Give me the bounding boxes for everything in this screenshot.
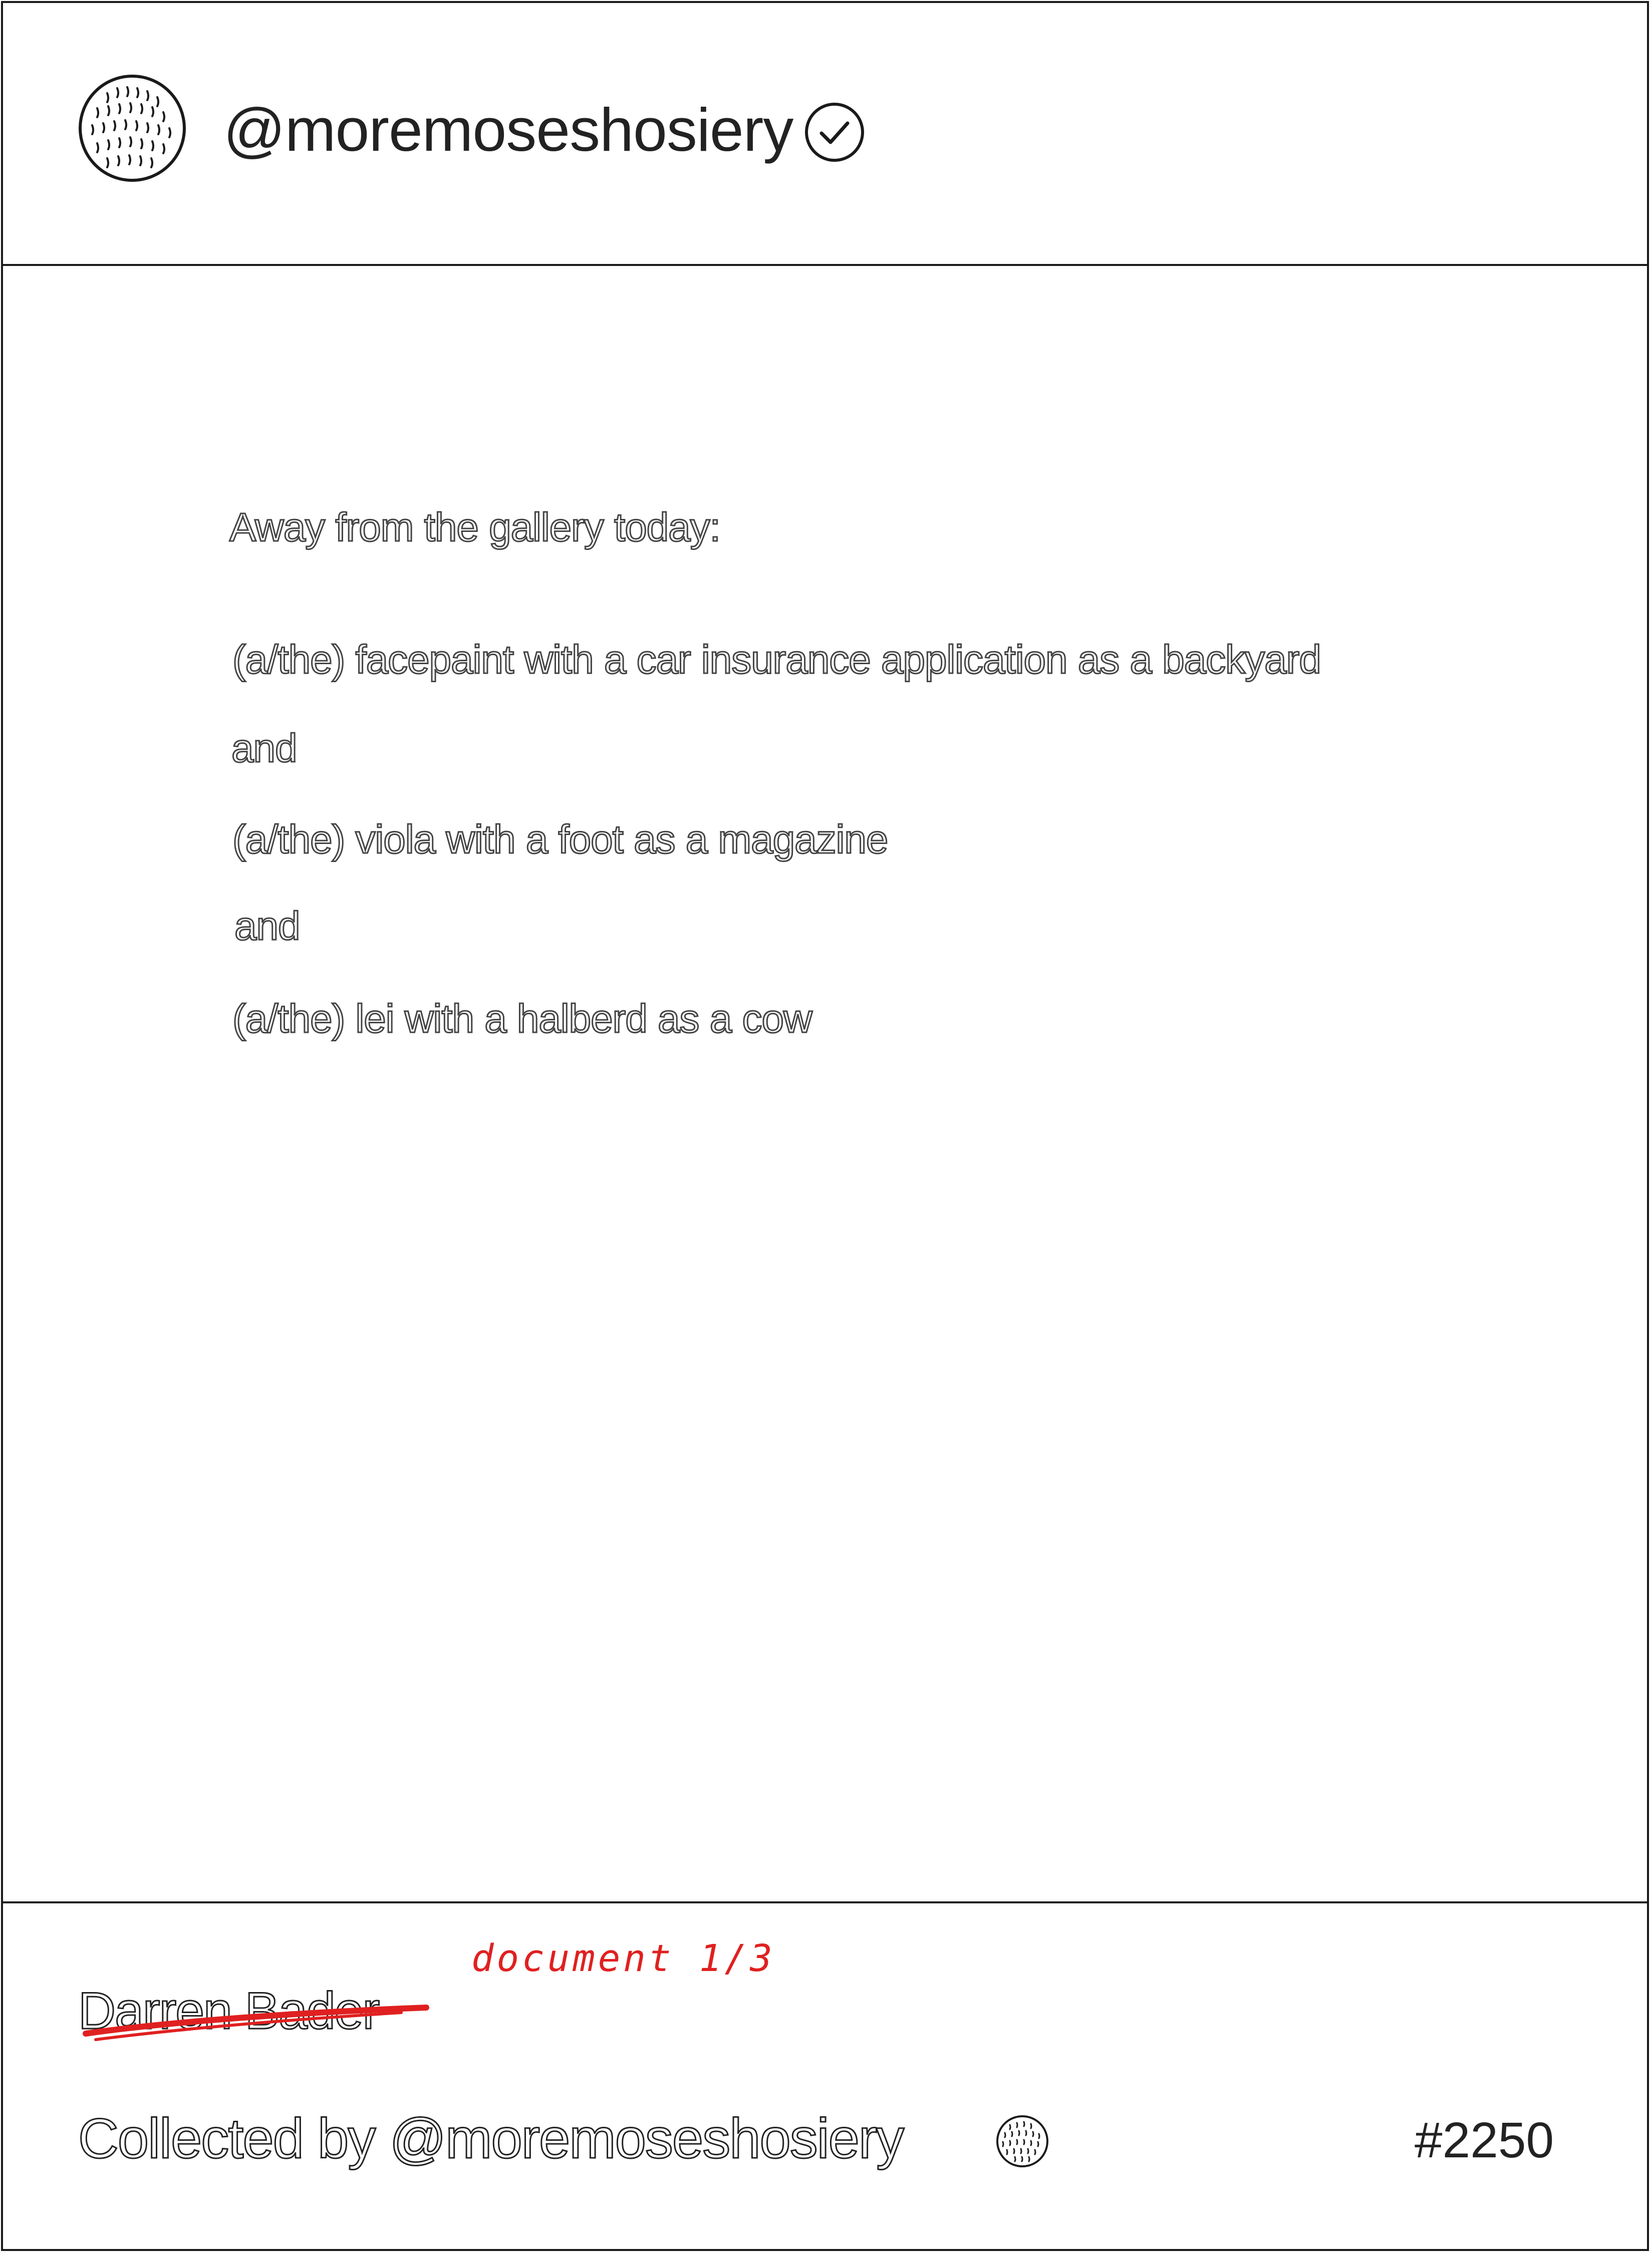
verified-check-icon — [803, 101, 866, 163]
post-card — [1, 1, 1649, 2251]
edition-number: #2250 — [1415, 2112, 1554, 2168]
hatched-circle-avatar-small-icon[interactable] — [995, 2114, 1050, 2169]
content-line-3: (a/the) lei with a halberd as a cow — [232, 996, 812, 1041]
content-line-and-2: and — [234, 904, 300, 948]
post-header — [3, 3, 1647, 266]
hatched-circle-avatar-icon[interactable] — [77, 73, 187, 183]
post-footer — [3, 1901, 1647, 2253]
collected-by-label: Collected by @moremoseshosiery — [78, 2107, 904, 2170]
content-line-intro: Away from the gallery today: — [229, 505, 720, 549]
content-line-and-1: and — [231, 726, 297, 770]
content-line-2: (a/the) viola with a foot as a magazine — [232, 817, 888, 862]
red-strikethrough-mark — [81, 1994, 431, 2049]
post-content — [3, 266, 1647, 1904]
content-line-1: (a/the) facepaint with a car insurance application as a backyard — [232, 637, 1321, 682]
artist-name: Darren Bader — [78, 1982, 379, 2040]
account-handle[interactable]: @moremoseshosiery — [223, 96, 793, 164]
handwritten-annotation: document 1/3 — [471, 1937, 775, 1980]
